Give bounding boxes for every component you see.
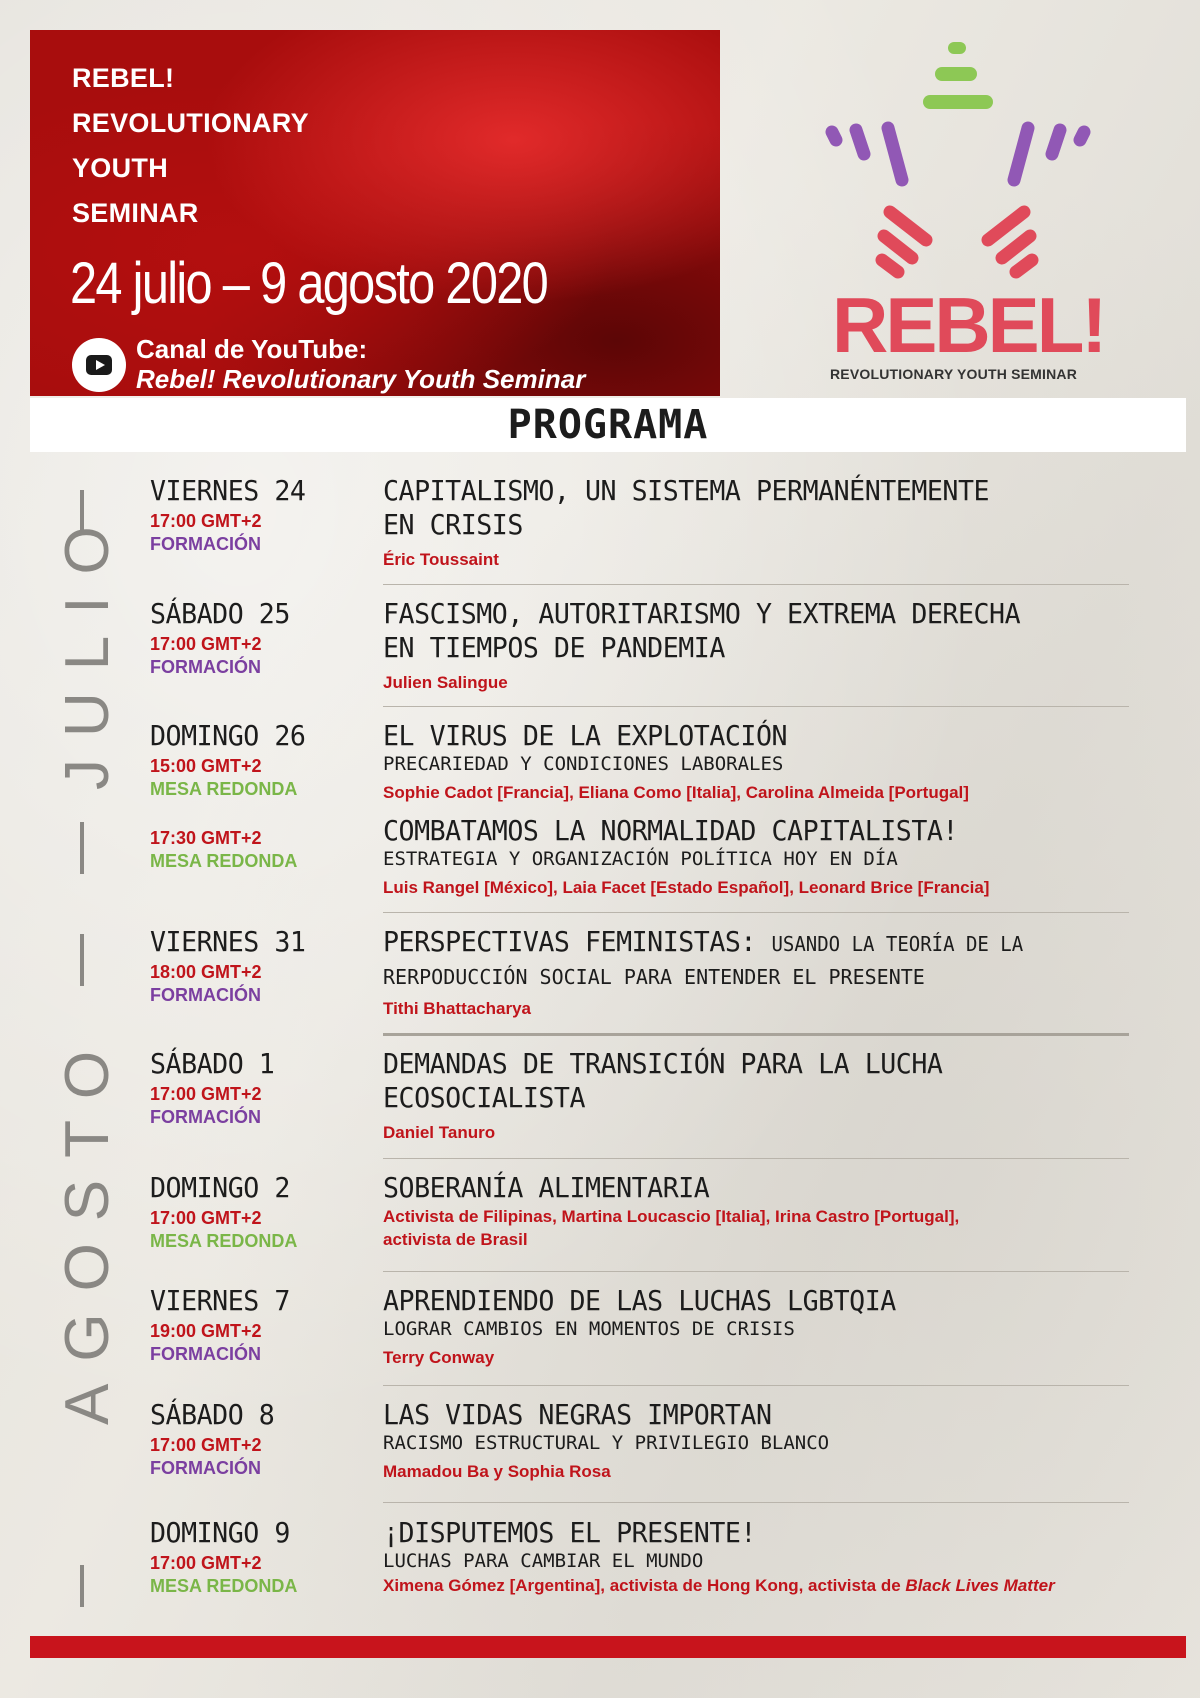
session-info bbox=[383, 719, 1163, 804]
session-speakers: Tithi Bhattacharya bbox=[383, 999, 532, 1018]
month-label-julio: JULIO bbox=[53, 504, 122, 790]
row-divider bbox=[383, 584, 1129, 585]
row-divider bbox=[383, 912, 1129, 913]
session-date-block bbox=[150, 597, 297, 678]
session-title: LAS VIDAS NEGRAS IMPORTAN bbox=[383, 1398, 772, 1431]
event-dates: 24 julio – 9 agosto 2020 bbox=[70, 251, 548, 316]
session-type: FORMACIÓN bbox=[150, 534, 261, 554]
session-date-block bbox=[150, 1398, 281, 1479]
session-title: CAPITALISMO, UN SISTEMA PERMANÉNTEMENTE bbox=[383, 474, 990, 507]
session-date-block bbox=[150, 474, 314, 555]
row-divider bbox=[383, 1502, 1129, 1503]
session-speakers: Activista de Filipinas, Martina Loucascio [Italia], Irina Castro [Portugal], bbox=[383, 1207, 960, 1226]
session-title: FASCISMO, AUTORITARISMO Y EXTREMA DERECHA bbox=[383, 597, 1021, 630]
session-day: VIERNES 24 bbox=[150, 474, 306, 507]
session-info bbox=[383, 1047, 1163, 1144]
youtube-channel-link[interactable]: Rebel! Revolutionary Youth Seminar bbox=[136, 364, 586, 394]
session-day: DOMINGO 2 bbox=[150, 1171, 290, 1204]
session-title: ¡DISPUTEMOS EL PRESENTE! bbox=[383, 1516, 756, 1549]
session-speakers: activista de Brasil bbox=[383, 1230, 528, 1249]
session-title: APRENDIENDO DE LAS LUCHAS LGBTQIA bbox=[383, 1284, 896, 1317]
session-time: 17:00 GMT+2 bbox=[150, 1435, 262, 1455]
session-date-block bbox=[150, 1284, 297, 1365]
session-title: EN CRISIS bbox=[383, 508, 523, 541]
session-date-block bbox=[150, 1171, 297, 1252]
session-time: 17:00 GMT+2 bbox=[150, 1084, 262, 1104]
speakers-text: Ximena Gómez [Argentina], activista de Hong Kong, activista de bbox=[383, 1576, 906, 1595]
session-day: SÁBADO 1 bbox=[150, 1047, 275, 1080]
session-type: MESA REDONDA bbox=[150, 1576, 298, 1596]
session-info bbox=[383, 1171, 1163, 1251]
session-day: VIERNES 31 bbox=[150, 925, 306, 958]
divider-dash bbox=[80, 934, 84, 986]
title-line: YOUTH bbox=[72, 153, 168, 183]
session-day: VIERNES 7 bbox=[150, 1284, 290, 1317]
session-time: 17:00 GMT+2 bbox=[150, 634, 262, 654]
row-divider bbox=[383, 1385, 1129, 1386]
session-speakers: Terry Conway bbox=[383, 1348, 495, 1367]
session-title: EL VIRUS DE LA EXPLOTACIÓN bbox=[383, 719, 788, 752]
youtube-channel-label: Canal de YouTube: bbox=[136, 334, 368, 364]
session-date-block bbox=[150, 1047, 281, 1128]
session-day: SÁBADO 25 bbox=[150, 597, 290, 630]
session-speakers: Julien Salingue bbox=[383, 673, 508, 692]
divider-dash bbox=[80, 822, 84, 874]
month-label-agosto: AGOSTO bbox=[53, 1028, 122, 1425]
speakers-italic-text: Black Lives Matter bbox=[905, 1576, 1055, 1595]
session-type: FORMACIÓN bbox=[150, 985, 261, 1005]
session-title: SOBERANÍA ALIMENTARIA bbox=[383, 1171, 710, 1204]
session-info bbox=[383, 597, 1163, 694]
title-line: SEMINAR bbox=[72, 198, 199, 228]
session-info bbox=[383, 925, 1163, 1020]
session-info bbox=[383, 474, 1163, 571]
title-line: REVOLUTIONARY bbox=[72, 108, 309, 138]
session-title bbox=[383, 925, 1124, 959]
session-date-block bbox=[150, 1516, 297, 1597]
session-type: FORMACIÓN bbox=[150, 657, 261, 677]
session-speakers: Mamadou Ba y Sophia Rosa bbox=[383, 1462, 611, 1481]
row-divider bbox=[383, 706, 1129, 707]
session-speakers: Éric Toussaint bbox=[383, 550, 499, 569]
session-date-block bbox=[150, 824, 297, 872]
session-day: DOMINGO 26 bbox=[150, 719, 306, 752]
logo-wordmark: REBEL! bbox=[832, 281, 1105, 369]
session-speakers: Sophie Cadot [Francia], Eliana Como [Italia], Carolina Almeida [Portugal] bbox=[383, 783, 969, 802]
session-speakers bbox=[383, 1574, 1163, 1597]
session-date-block bbox=[150, 925, 314, 1006]
session-time: 17:30 GMT+2 bbox=[150, 828, 262, 848]
session-time: 19:00 GMT+2 bbox=[150, 1321, 262, 1341]
seminar-title bbox=[72, 56, 309, 236]
session-title: ECOSOCIALISTA bbox=[383, 1081, 586, 1114]
session-title-inline: USANDO LA TEORÍA DE LA bbox=[771, 932, 1024, 956]
session-type: FORMACIÓN bbox=[150, 1458, 261, 1478]
session-date-block bbox=[150, 719, 314, 800]
session-title: COMBATAMOS LA NORMALIDAD CAPITALISTA! bbox=[383, 814, 958, 847]
session-subtitle: PRECARIEDAD Y CONDICIONES LABORALES bbox=[383, 753, 784, 775]
session-time: 17:00 GMT+2 bbox=[150, 1553, 262, 1573]
session-type: FORMACIÓN bbox=[150, 1107, 261, 1127]
session-type: MESA REDONDA bbox=[150, 851, 298, 871]
month-divider bbox=[383, 1033, 1129, 1036]
session-type: MESA REDONDA bbox=[150, 779, 298, 799]
session-subtitle: ESTRATEGIA Y ORGANIZACIÓN POLÍTICA HOY EN DÍA bbox=[383, 848, 898, 870]
session-info bbox=[383, 1398, 1163, 1483]
row-divider bbox=[383, 1271, 1129, 1272]
session-title: DEMANDAS DE TRANSICIÓN PARA LA LUCHA bbox=[383, 1047, 943, 1080]
session-subtitle: LUCHAS PARA CAMBIAR EL MUNDO bbox=[383, 1550, 704, 1572]
session-subtitle: RACISMO ESTRUCTURAL Y PRIVILEGIO BLANCO bbox=[383, 1432, 830, 1454]
row-divider bbox=[383, 1158, 1129, 1159]
session-time: 15:00 GMT+2 bbox=[150, 756, 262, 776]
session-speakers: Daniel Tanuro bbox=[383, 1123, 496, 1142]
programa-heading-bar bbox=[30, 398, 1186, 452]
session-day: DOMINGO 9 bbox=[150, 1516, 290, 1549]
session-day: SÁBADO 8 bbox=[150, 1398, 275, 1431]
session-info bbox=[383, 1516, 1163, 1597]
divider-dash bbox=[80, 1565, 84, 1607]
session-title: EN TIEMPOS DE PANDEMIA bbox=[383, 631, 725, 664]
session-type: FORMACIÓN bbox=[150, 1344, 261, 1364]
logo-subtitle: REVOLUTIONARY YOUTH SEMINAR bbox=[830, 366, 1078, 382]
session-time: 17:00 GMT+2 bbox=[150, 1208, 262, 1228]
session-speakers: Luis Rangel [México], Laia Facet [Estado Español], Leonard Brice [Francia] bbox=[383, 878, 990, 897]
session-subtitle: LOGRAR CAMBIOS EN MOMENTOS DE CRISIS bbox=[383, 1318, 795, 1340]
title-line: REBEL! bbox=[72, 63, 175, 93]
session-time: 17:00 GMT+2 bbox=[150, 511, 262, 531]
session-info bbox=[383, 814, 1163, 899]
session-info bbox=[383, 1284, 1163, 1369]
footer-bar bbox=[30, 1636, 1186, 1658]
session-type: MESA REDONDA bbox=[150, 1231, 298, 1251]
session-time: 18:00 GMT+2 bbox=[150, 962, 262, 982]
session-title-main: PERSPECTIVAS FEMINISTAS: bbox=[383, 925, 756, 958]
youtube-icon[interactable] bbox=[72, 338, 126, 392]
session-subtitle: RERPODUCCIÓN SOCIAL PARA ENTENDER EL PRESENTE bbox=[383, 965, 925, 989]
page-title: PROGRAMA bbox=[507, 402, 709, 448]
header-banner bbox=[30, 30, 720, 396]
